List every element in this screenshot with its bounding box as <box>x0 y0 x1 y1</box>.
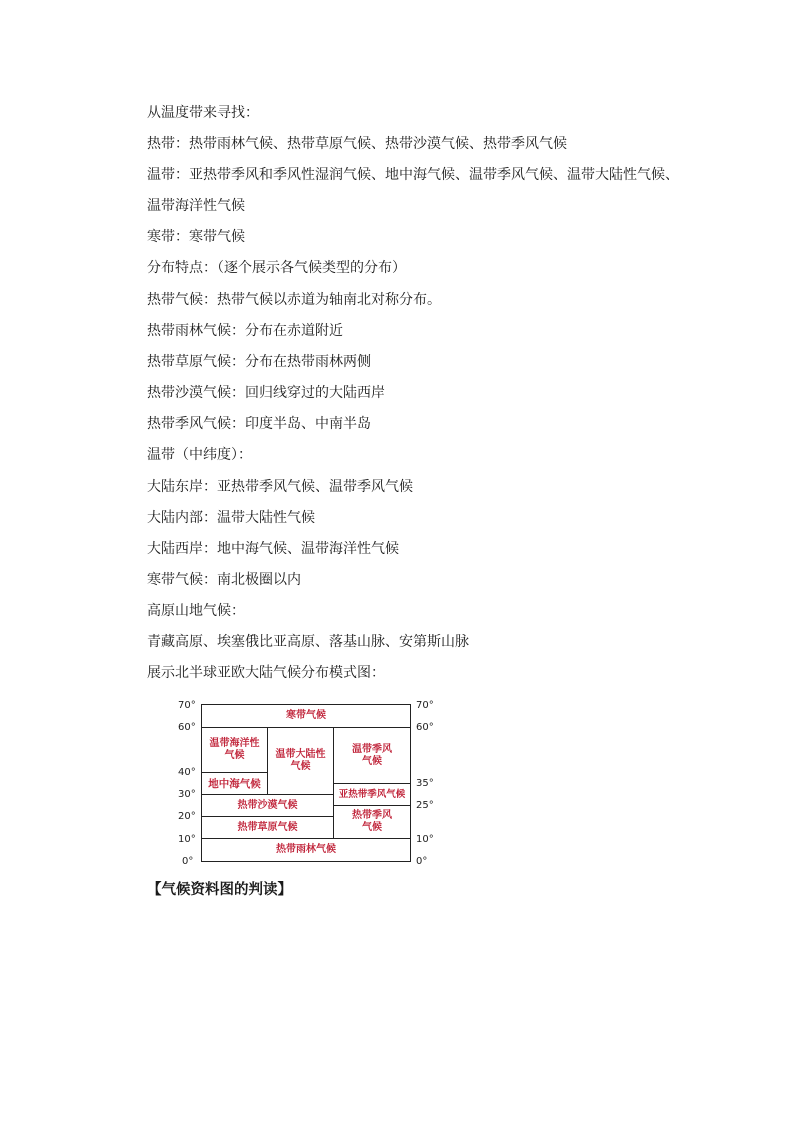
zone-rainforest: 热带雨林气候 <box>201 838 411 862</box>
zone-savanna: 热带草原气候 <box>201 816 334 839</box>
latitude-label-right: 25° <box>416 800 434 811</box>
latitude-label-left: 10° <box>178 834 196 845</box>
text-line: 热带草原气候：分布在热带雨林两侧 <box>147 354 371 370</box>
zone-polar: 寒带气候 <box>201 704 411 728</box>
zone-tropical-monsoon: 热带季风气候 <box>333 805 411 839</box>
climate-distribution-diagram <box>173 700 443 870</box>
text-line: 高原山地气候： <box>147 603 245 619</box>
latitude-label-right: 60° <box>416 722 434 733</box>
latitude-label-left: 30° <box>178 789 196 800</box>
latitude-label-left: 0° <box>182 856 194 867</box>
zone-mediterranean: 地中海气候 <box>201 772 268 795</box>
text-line: 温带（中纬度）： <box>147 447 252 463</box>
latitude-label-left: 20° <box>178 811 196 822</box>
text-line: 青藏高原、埃塞俄比亚高原、落基山脉、安第斯山脉 <box>147 634 469 650</box>
text-line: 从温度带来寻找： <box>147 105 259 121</box>
text-line: 温带：亚热带季风和季风性湿润气候、地中海气候、温带季风气候、温带大陆性气候、 <box>147 167 679 183</box>
text-line: 寒带：寒带气候 <box>147 229 245 245</box>
latitude-label-right: 0° <box>416 856 428 867</box>
zone-subtropical-monsoon: 亚热带季风气候 <box>333 783 411 806</box>
latitude-label-left: 60° <box>178 722 196 733</box>
text-line: 分布特点：（逐个展示各气候类型的分布） <box>147 260 406 276</box>
zone-temperate-monsoon: 温带季风气候 <box>333 727 411 784</box>
text-line: 热带气候：热带气候以赤道为轴南北对称分布。 <box>147 292 441 308</box>
latitude-label-left: 70° <box>178 700 196 711</box>
latitude-label-right: 70° <box>416 700 434 711</box>
text-line: 展示北半球亚欧大陆气候分布模式图： <box>147 665 385 681</box>
latitude-label-left: 40° <box>178 767 196 778</box>
text-line: 热带：热带雨林气候、热带草原气候、热带沙漠气候、热带季风气候 <box>147 136 567 152</box>
text-line: 大陆东岸：亚热带季风气候、温带季风气候 <box>147 479 413 495</box>
text-line: 寒带气候：南北极圈以内 <box>147 572 301 588</box>
text-line: 热带雨林气候：分布在赤道附近 <box>147 323 343 339</box>
text-line: 热带季风气候：印度半岛、中南半岛 <box>147 416 371 432</box>
section-heading: 【气候资料图的判读】 <box>147 882 292 898</box>
text-line: 大陆内部：温带大陆性气候 <box>147 510 315 526</box>
zone-continental: 温带大陆性气候 <box>267 727 334 795</box>
text-line: 大陆西岸：地中海气候、温带海洋性气候 <box>147 541 399 557</box>
zone-maritime: 温带海洋性气候 <box>201 727 268 773</box>
text-line: 温带海洋性气候 <box>147 198 245 214</box>
latitude-label-right: 35° <box>416 778 434 789</box>
text-line: 热带沙漠气候：回归线穿过的大陆西岸 <box>147 385 385 401</box>
latitude-label-right: 10° <box>416 834 434 845</box>
zone-tropical-desert: 热带沙漠气候 <box>201 794 334 817</box>
